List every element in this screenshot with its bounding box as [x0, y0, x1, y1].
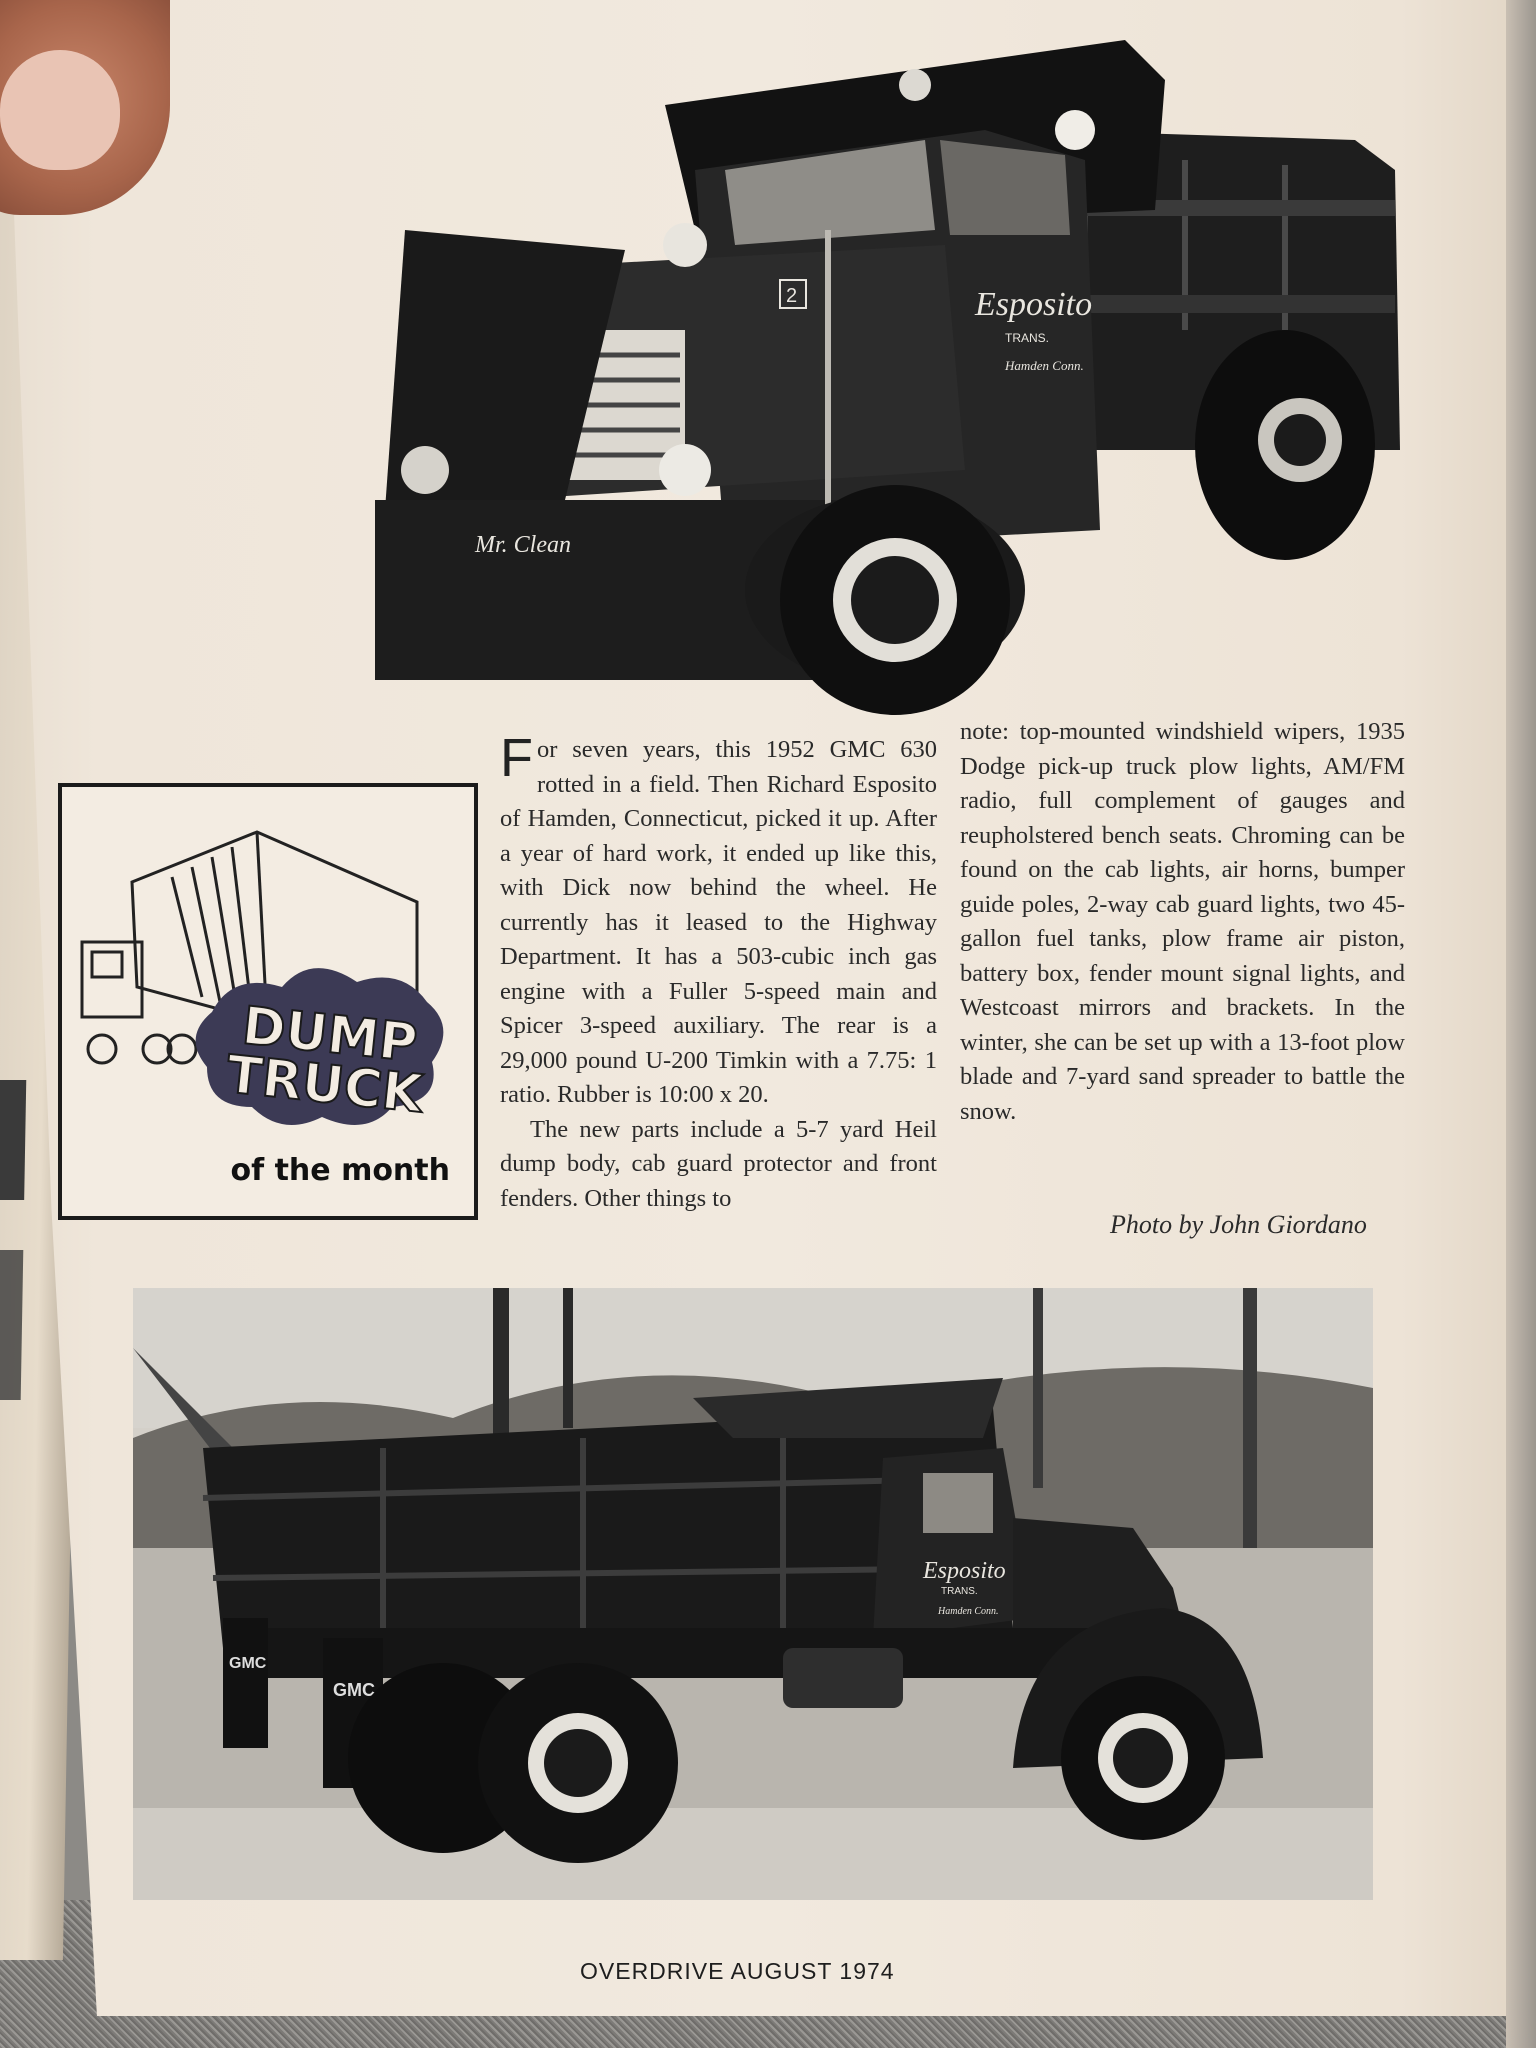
- page-edge: [1506, 0, 1536, 2048]
- logo-subtitle: of the month: [230, 1153, 450, 1188]
- article-column-2: [960, 715, 1405, 1129]
- bottom-truck-photo: [133, 1288, 1373, 1900]
- door-lettering-side: Esposito: [923, 1558, 1006, 1584]
- door-lettering-sub: TRANS.: [1005, 331, 1050, 345]
- article-paragraph-3: note: top-mounted windshield wipers, 1935 Dodge pick-up truck plow lights, AM/FM radio, full complement of gauges and reupholstered bench seats. Chroming can be found on the cab lights, air horns, bumper guide poles, 2-way cab guard lights, two 45-gallon fuel tanks, plow frame air piston, battery box, fender mount signal lights, and Westcoast mirrors and brackets. In the winter, she can be set up with a 13-foot plow blade and 7-yard sand spreader to battle the snow.: [960, 718, 1405, 1125]
- page-footer: OVERDRIVE AUGUST 1974: [580, 1958, 895, 1984]
- article-paragraph-2: The new parts include a 5-7 yard Heil dump body, cab guard protector and front fenders. Other things to: [500, 1115, 937, 1212]
- plow-lettering: Mr. Clean: [475, 532, 571, 558]
- door-lettering: Esposito: [975, 286, 1093, 323]
- mudflap-lettering: GMC: [229, 1655, 267, 1672]
- previous-page-photo-fragment: [0, 1080, 26, 1200]
- previous-page-photo-fragment: [0, 1250, 23, 1400]
- mudflap-lettering-2: GMC: [333, 1680, 375, 1700]
- photo-credit: Photo by John Giordano: [1110, 1210, 1367, 1239]
- logo-title: DUMP TRUCK: [223, 996, 426, 1125]
- top-truck-photo: [365, 30, 1400, 720]
- door-lettering-side-sub: TRANS.: [941, 1586, 978, 1597]
- side-view-truck-illustration: [133, 1288, 1373, 1900]
- article-column-1: [500, 728, 937, 1216]
- front-view-truck-illustration: [365, 30, 1400, 720]
- drop-cap: F: [500, 728, 533, 788]
- door-lettering-city: Hamden Conn.: [1005, 358, 1084, 373]
- cab-number: 2: [786, 285, 798, 307]
- article-paragraph-1: or seven years, this 1952 GMC 630 rotted in a field. Then Richard Esposito of Hamden, Connecticut, picked it up. After a year of hard work, it ended up like this, with Dick now behind the wheel. He currently has it leased to the Highway Department. It has a 503-cubic inch gas engine with a Fuller 5-speed main and Spicer 3-speed auxiliary. The rear is a 29,000 pound U-200 Timkin with a 7.75: 1 ratio. Rubber is 10:00 x 20.: [500, 736, 937, 1108]
- dump-truck-of-the-month-logo: [58, 783, 478, 1220]
- thumbnail: [0, 50, 120, 170]
- door-lettering-side-city: Hamden Conn.: [938, 1606, 999, 1617]
